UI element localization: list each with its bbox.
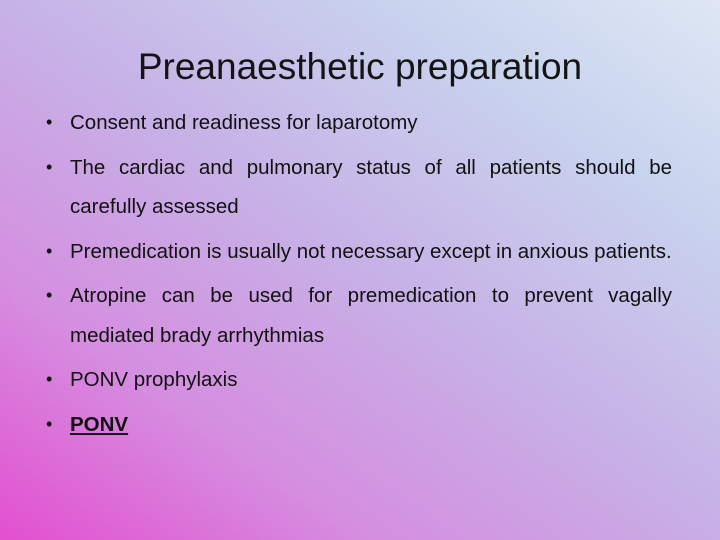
bullet-text: Premedication is usually not necessary except in anxious patients. bbox=[70, 239, 672, 263]
bullet-text: Atropine can be used for premedication to prevent vagally mediated brady arrhythmias bbox=[70, 284, 672, 347]
bullet-text: The cardiac and pulmonary status of all patients should be carefully assessed bbox=[70, 155, 672, 218]
bullet-item bbox=[48, 405, 672, 445]
bullet-list bbox=[48, 103, 672, 449]
bullet-item bbox=[48, 360, 672, 400]
slide-title: Preanaesthetic preparation bbox=[137, 46, 583, 87]
bullet-item bbox=[48, 276, 672, 355]
bullet-item bbox=[48, 103, 672, 143]
bullet-item bbox=[48, 148, 672, 227]
bullet-dot-icon: • bbox=[46, 240, 53, 261]
bullet-item bbox=[48, 232, 672, 272]
bullet-text: PONV prophylaxis bbox=[70, 368, 238, 391]
bullet-dot-icon: • bbox=[46, 369, 53, 389]
bullet-text: Consent and readiness for laparotomy bbox=[70, 111, 418, 134]
bullet-dot-icon: • bbox=[46, 112, 53, 132]
bullet-dot-icon: • bbox=[46, 156, 53, 177]
ponv-link[interactable]: PONV bbox=[70, 412, 129, 436]
bullet-dot-icon: • bbox=[46, 285, 53, 305]
bullet-dot-icon: • bbox=[46, 413, 53, 434]
